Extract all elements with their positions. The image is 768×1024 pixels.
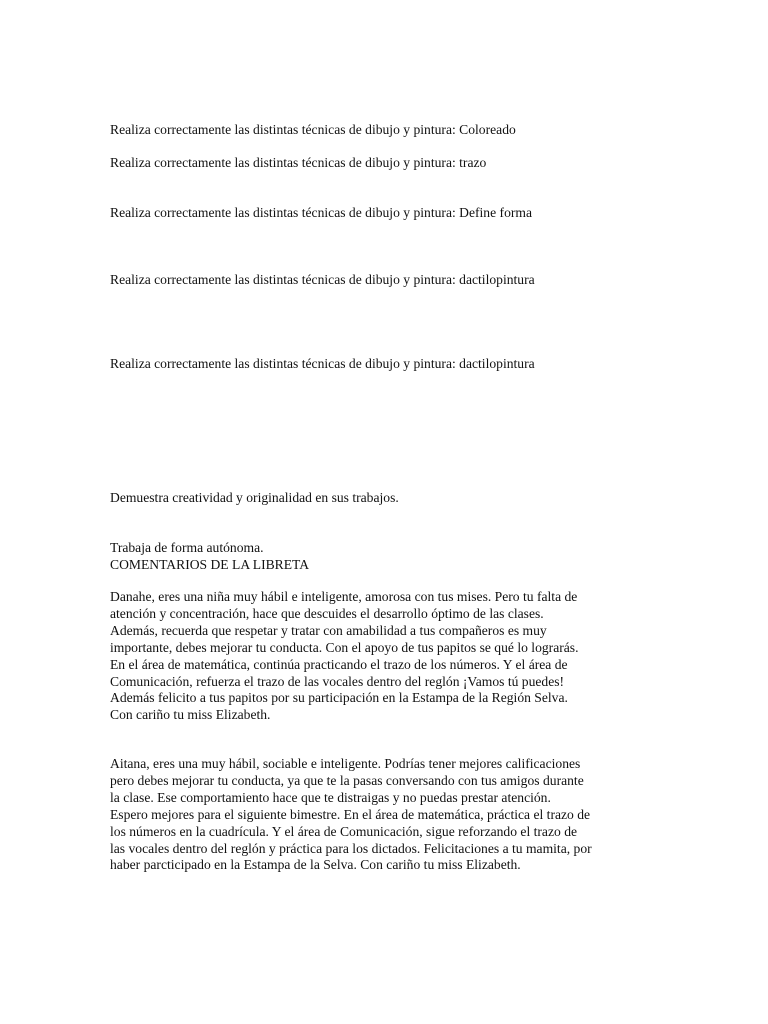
comment-line: Además felicito a tus papitos por su participación en la Estampa de la Región Selva. — [110, 690, 568, 706]
criterion-dactilopintura-2: Realiza correctamente las distintas técnicas de dibujo y pintura: dactilopintura — [110, 356, 535, 371]
criterion-coloreado: Realiza correctamente las distintas técnicas de dibujo y pintura: Coloreado — [110, 122, 516, 137]
comment-line: Además, recuerda que respetar y tratar con amabilidad a tus compañeros es muy — [110, 622, 547, 638]
comment-line: En el área de matemática, continúa practicando el trazo de los números. Y el área de — [110, 656, 568, 672]
criterion-define-forma: Realiza correctamente las distintas técnicas de dibujo y pintura: Define forma — [110, 205, 532, 220]
comment-line: atención y concentración, hace que descuides el desarrollo óptimo de las clases. — [110, 605, 544, 621]
comment-line: haber parcticipado en la Estampa de la Selva. Con cariño tu miss Elizabeth. — [110, 857, 521, 873]
criterion-autonoma: Trabaja de forma autónoma. — [110, 540, 264, 555]
comment-line: la clase. Ese comportamiento hace que te distraigas y no puedas prestar atención. — [110, 789, 551, 805]
comments-heading: COMENTARIOS DE LA LIBRETA — [110, 557, 310, 572]
comment-aitana — [110, 756, 670, 874]
criterion-creatividad: Demuestra creatividad y originalidad en sus trabajos. — [110, 490, 399, 505]
comment-line: Aitana, eres una muy hábil, sociable e inteligente. Podrías tener mejores calificaciones — [110, 756, 581, 771]
comment-line: los números en la cuadrícula. Y el área de Comunicación, sigue reforzando el trazo de — [110, 823, 578, 839]
comment-line: pero debes mejorar tu conducta, ya que te la pasas conversando con tus amigos durante — [110, 772, 584, 788]
criterion-trazo: Realiza correctamente las distintas técnicas de dibujo y pintura: trazo — [110, 155, 487, 170]
criterion-dactilopintura-1: Realiza correctamente las distintas técnicas de dibujo y pintura: dactilopintura — [110, 272, 535, 287]
comment-danahe — [110, 589, 670, 724]
comment-line: Danahe, eres una niña muy hábil e inteligente, amorosa con tus mises. Pero tu falta de — [110, 589, 578, 604]
comment-line: Espero mejores para el siguiente bimestre. En el área de matemática, práctica el trazo de — [110, 806, 591, 822]
comment-line: las vocales dentro del reglón y práctica para los dictados. Felicitaciones a tu mamita, por — [110, 840, 592, 856]
comment-line: Con cariño tu miss Elizabeth. — [110, 707, 271, 723]
comment-line: Comunicación, refuerza el trazo de las vocales dentro del reglón ¡Vamos tú puedes! — [110, 673, 565, 689]
comment-line: importante, debes mejorar tu conducta. Con el apoyo de tus papitos se qué lo lograrás. — [110, 639, 579, 655]
